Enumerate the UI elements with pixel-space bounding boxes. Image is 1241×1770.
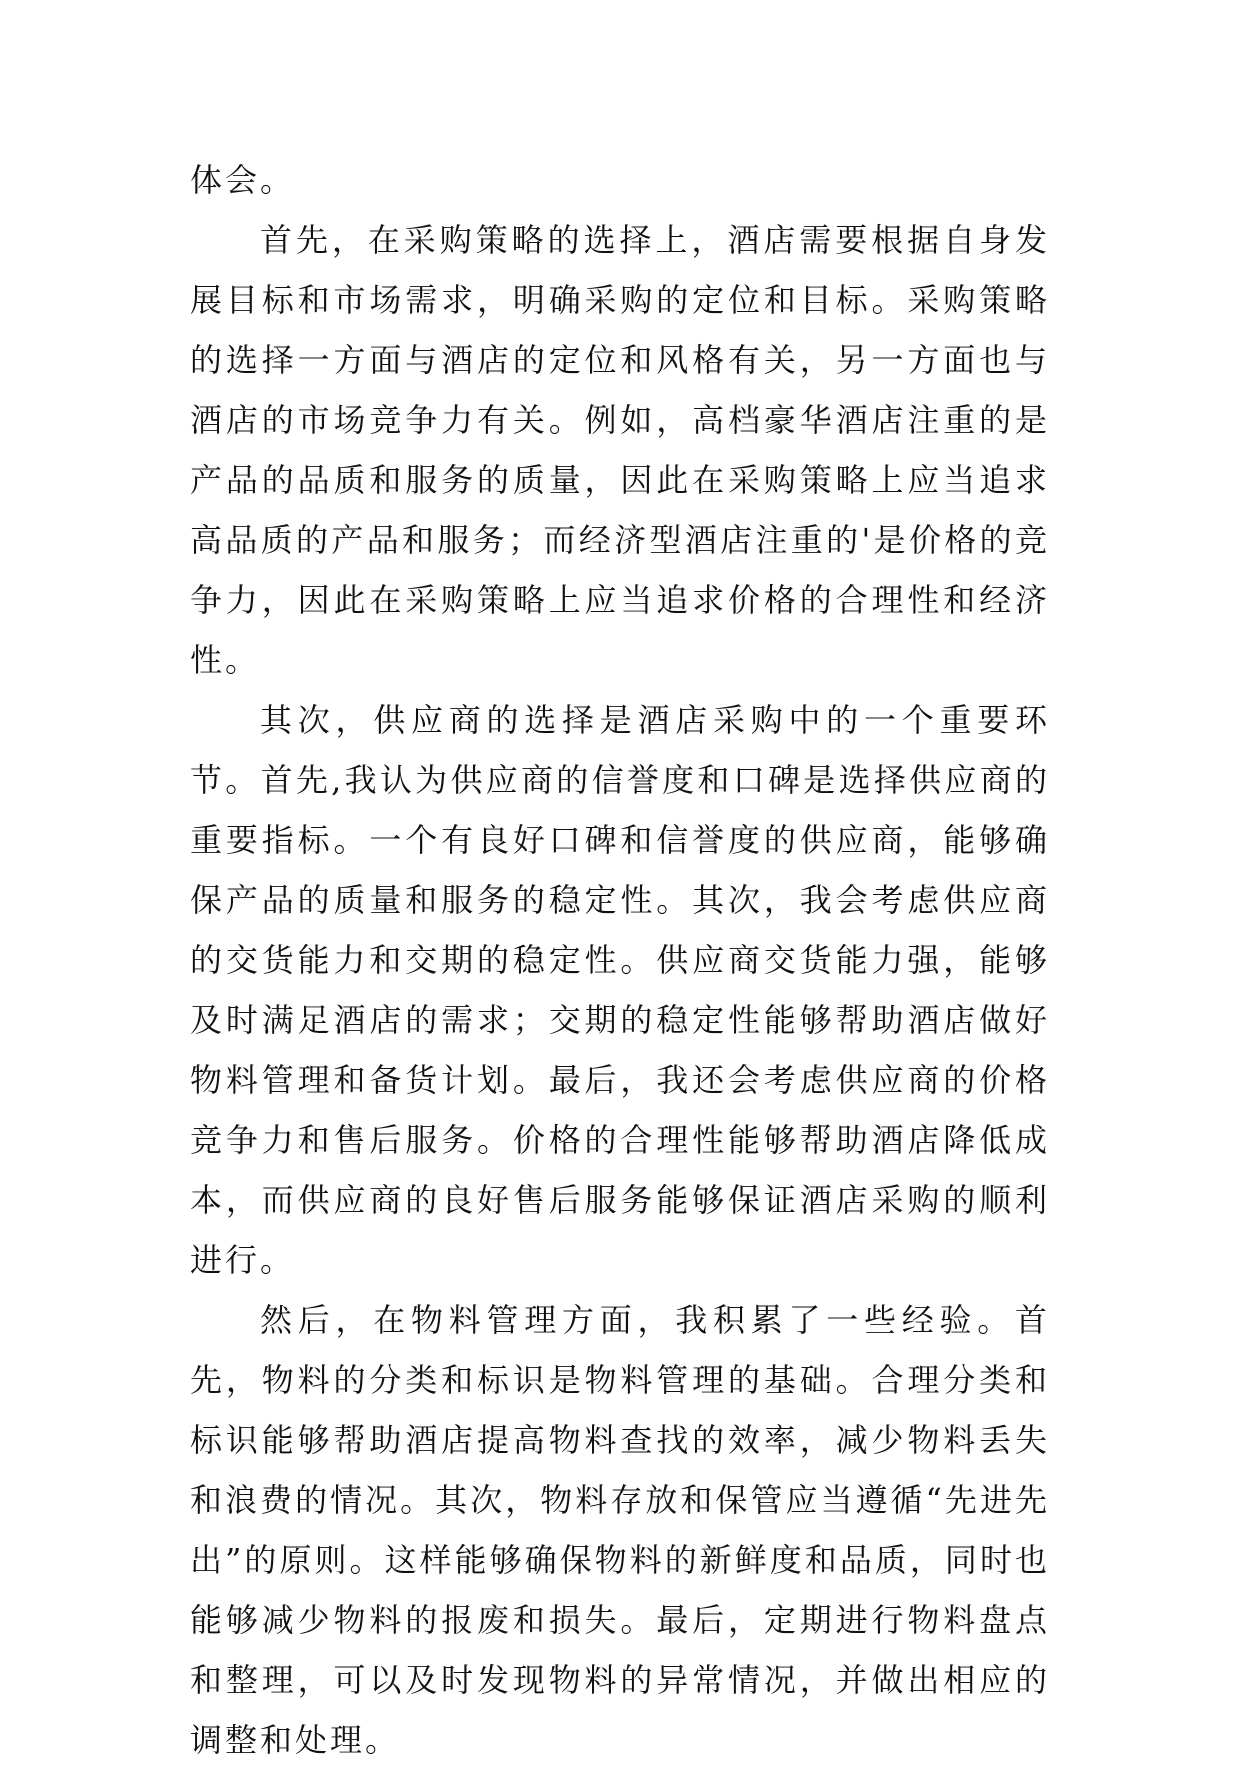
paragraph-supplier-selection: 其次，供应商的选择是酒店采购中的一个重要环节。首先,我认为供应商的信誉度和口碑是选择供应商的重要指标。一个有良好口碑和信誉度的供应商，能够确保产品的质量和服务的稳定性。其次，我会考虑供应商的交货能力和交期的稳定性。供应商交货能力强，能够及时满足酒店的需求；交期的稳定性能够帮助酒店做好物料管理和备货计划。最后，我还会考虑供应商的价格竞争力和售后服务。价格的合理性能够帮助酒店降低成本，而供应商的良好售后服务能够保证酒店采购的顺利进行。: [190, 701, 1050, 1279]
paragraph-continuation: 体会。: [190, 161, 296, 199]
paragraph-material-management: 然后，在物料管理方面，我积累了一些经验。首先，物料的分类和标识是物料管理的基础。合理分类和标识能够帮助酒店提高物料查找的效率，减少物料丢失和浪费的情况。其次，物料存放和保管应当遵循“先进先出”的原则。这样能够确保物料的新鲜度和品质，同时也能够减少物料的报废和损失。最后，定期进行物料盘点和整理，可以及时发现物料的异常情况，并做出相应的调整和处理。: [190, 1301, 1050, 1759]
document-body: [190, 150, 1050, 1770]
paragraph-procurement-strategy: 首先，在采购策略的选择上，酒店需要根据自身发展目标和市场需求，明确采购的定位和目标。采购策略的选择一方面与酒店的定位和风格有关，另一方面也与酒店的市场竞争力有关。例如，高档豪华酒店注重的是产品的品质和服务的质量，因此在采购策略上应当追求高品质的产品和服务；而经济型酒店注重的'是价格的竞争力，因此在采购策略上应当追求价格的合理性和经济性。: [190, 221, 1050, 679]
